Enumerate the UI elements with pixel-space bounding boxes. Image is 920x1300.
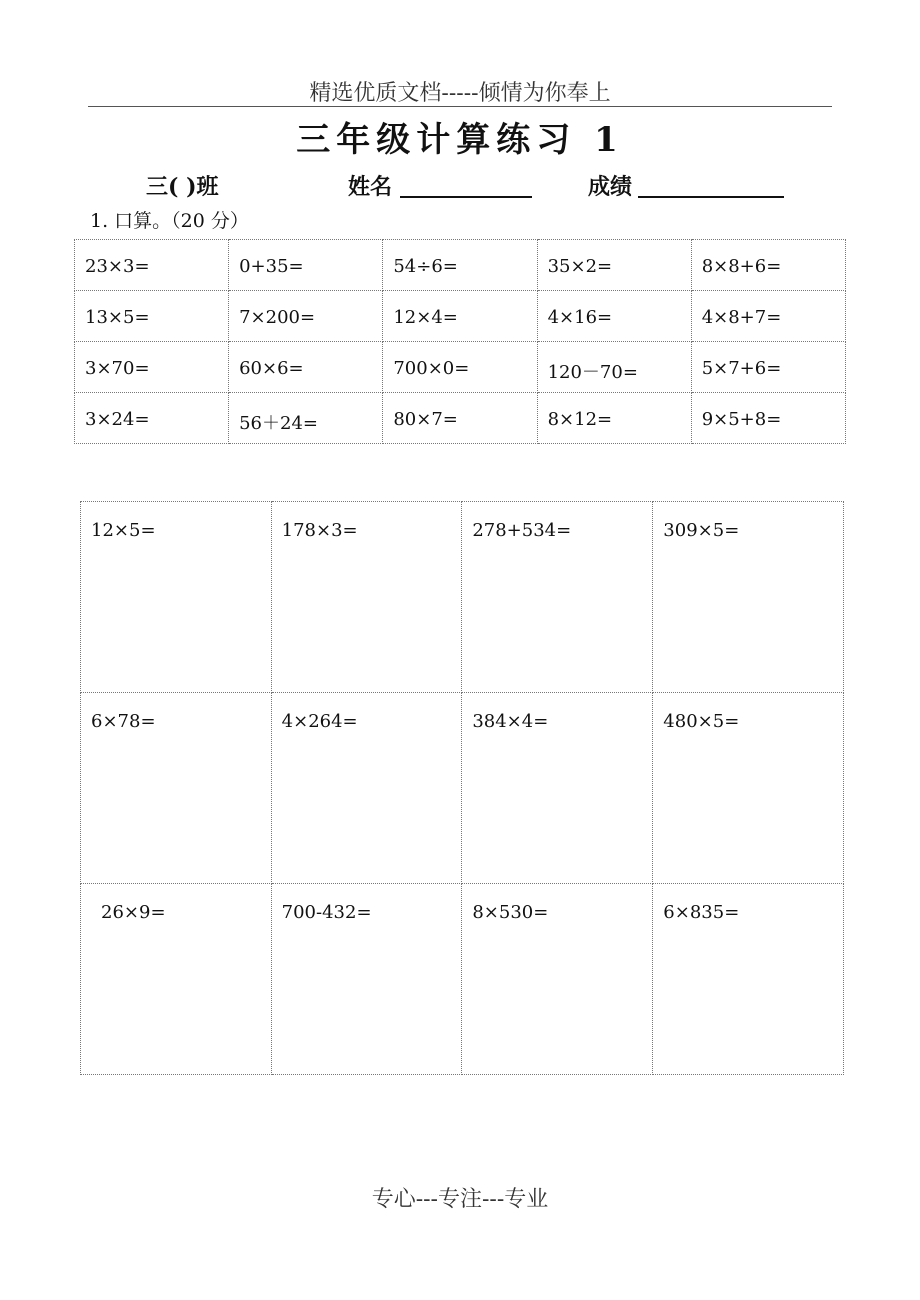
class-label: 三( )班 (146, 174, 219, 200)
table-row (81, 502, 844, 693)
problem-cell (75, 393, 229, 444)
table-row (75, 393, 846, 444)
problem-text: 13×5= (85, 307, 150, 328)
table-row (75, 240, 846, 291)
problem-text: 60×6= (239, 358, 304, 379)
problem-text: 8×530= (472, 902, 549, 923)
work-cell[interactable] (653, 502, 844, 693)
problem-cell (229, 393, 383, 444)
work-cell[interactable] (81, 884, 272, 1075)
problem-text: 35×2= (547, 256, 613, 277)
problem-text: 178×3= (281, 520, 358, 541)
problem-text: 4×8+7= (701, 307, 782, 328)
problem-text: 9×5+8= (701, 409, 782, 430)
problem-text: 700-432= (281, 902, 372, 923)
problem-cell (691, 240, 845, 291)
problem-cell (229, 291, 383, 342)
problem-text: 4×16= (547, 307, 613, 328)
written-calc-table (80, 501, 844, 1075)
name-label: 姓名 (348, 174, 393, 200)
problem-text: 26×9= (101, 902, 166, 923)
problem-cell (691, 393, 845, 444)
problem-cell (537, 291, 691, 342)
problem-cell (229, 240, 383, 291)
problem-text: 23×3= (85, 256, 150, 277)
page-title: 三年级计算练习 1 (296, 120, 624, 160)
page-footer: 专心---专注---专业 (371, 1187, 549, 1212)
problem-text: 0+35= (239, 256, 304, 277)
work-cell[interactable] (81, 693, 272, 884)
work-cell[interactable] (653, 693, 844, 884)
problem-cell (383, 240, 537, 291)
problem-text: 120－70= (547, 362, 638, 383)
work-cell[interactable] (462, 502, 653, 693)
problem-cell (691, 291, 845, 342)
problem-cell (537, 393, 691, 444)
problem-text: 700×0= (393, 358, 470, 379)
problem-cell (229, 342, 383, 393)
problem-text: 3×70= (85, 358, 150, 379)
problem-cell (537, 342, 691, 393)
problem-text: 7×200= (239, 307, 316, 328)
page-header: 精选优质文档-----倾情为你奉上 (309, 81, 611, 106)
problem-cell (75, 291, 229, 342)
problem-text: 8×12= (547, 409, 613, 430)
work-cell[interactable] (462, 884, 653, 1075)
problem-text: 6×835= (663, 902, 740, 923)
table-row (75, 342, 846, 393)
problem-cell (383, 393, 537, 444)
work-cell[interactable] (462, 693, 653, 884)
problem-cell (537, 240, 691, 291)
name-blank-line[interactable] (400, 196, 532, 198)
problem-text: 480×5= (663, 711, 740, 732)
problem-text: 12×4= (393, 307, 458, 328)
table-row (81, 693, 844, 884)
problem-text: 54÷6= (393, 256, 458, 277)
work-cell[interactable] (271, 884, 462, 1075)
problem-text: 80×7= (393, 409, 458, 430)
problem-text: 56＋24= (239, 413, 318, 434)
work-cell[interactable] (653, 884, 844, 1075)
problem-cell (75, 240, 229, 291)
problem-cell (75, 342, 229, 393)
work-cell[interactable] (81, 502, 272, 693)
problem-cell (383, 291, 537, 342)
problem-cell (383, 342, 537, 393)
problem-text: 4×264= (281, 711, 358, 732)
problem-text: 8×8+6= (701, 256, 782, 277)
header-rule (88, 106, 832, 107)
section-1-label: 1. 口算。（20 分） (90, 210, 249, 232)
score-label: 成绩 (588, 174, 633, 200)
problem-cell (691, 342, 845, 393)
table-row (75, 291, 846, 342)
problem-text: 6×78= (91, 711, 156, 732)
problem-text: 384×4= (472, 711, 549, 732)
problem-text: 5×7+6= (701, 358, 782, 379)
problem-text: 278+534= (472, 520, 572, 541)
work-cell[interactable] (271, 693, 462, 884)
score-blank-line[interactable] (638, 196, 784, 198)
problem-text: 12×5= (91, 520, 156, 541)
oral-calc-table (74, 239, 846, 444)
work-cell[interactable] (271, 502, 462, 693)
problem-text: 3×24= (85, 409, 150, 430)
problem-text: 309×5= (663, 520, 740, 541)
table-row (81, 884, 844, 1075)
